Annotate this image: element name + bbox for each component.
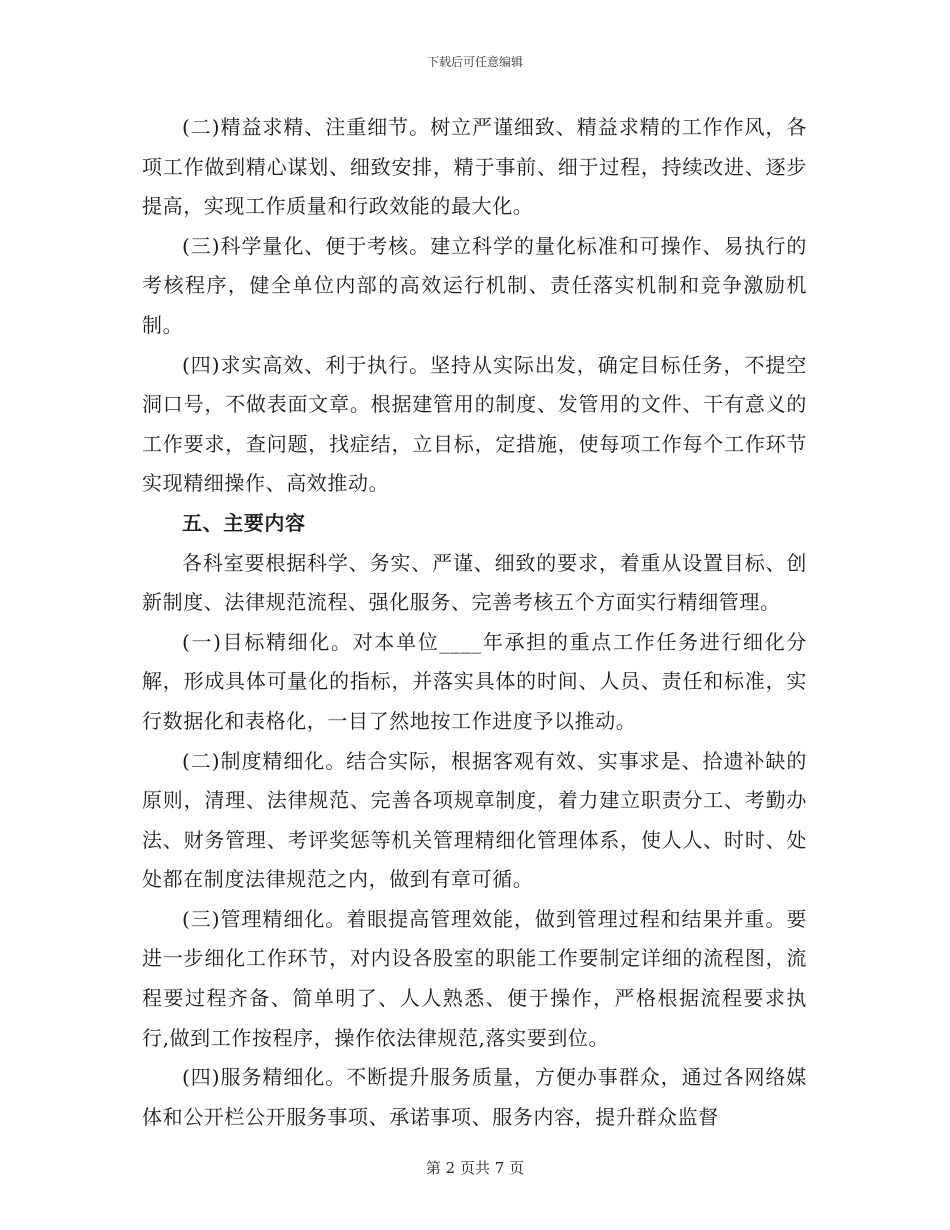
page-number: 第 2 页共 7 页	[425, 1159, 525, 1177]
section-heading-main-content: 五、主要内容	[182, 510, 306, 535]
paragraph-intro: 各科室要根据科学、务实、严谨、细致的要求，着重从设置目标、创新制度、法律规范流程、强化服务、完善考核五个方面实行精细管理。	[142, 550, 807, 615]
paragraph-item-3: (三)管理精细化。着眼提高管理效能，做到管理过程和结果并重。要进一步细化工作环节，对内设各股室的职能工作要制定详细的流程图，流程要过程齐备、简单明了、人人熟悉、便于操作，严格根据流程要求执行,做到工作按程序，操作依法律规范,落实要到位。	[142, 906, 807, 1050]
paragraph-principle-4: (四)求实高效、利于执行。坚持从实际出发，确定目标任务，不提空洞口号，不做表面文章。根据建管用的制度、发管用的文件、干有意义的工作要求，查问题，找症结，立目标，定措施，使每项工作每个工作环节实现精细操作、高效推动。	[142, 352, 807, 496]
paragraph-item-2: (二)制度精细化。结合实际，根据客观有效、实事求是、拾遗补缺的原则，清理、法律规范、完善各项规章制度，着力建立职责分工、考勤办法、财务管理、考评奖惩等机关管理精细化管理体系，使人人、时时、处处都在制度法律规范之内，做到有章可循。	[142, 748, 807, 892]
paragraph-item-1: (一)目标精细化。对本单位____年承担的重点工作任务进行细化分解，形成具体可量化的指标，并落实具体的时间、人员、责任和标准，实行数据化和表格化，一目了然地按工作进度予以推动。	[142, 629, 807, 733]
paragraph-principle-3: (三)科学量化、便于考核。建立科学的量化标准和可操作、易执行的考核程序，健全单位内部的高效运行机制、责任落实机制和竞争激励机制。	[142, 233, 807, 337]
paragraph-principle-2: (二)精益求精、注重细节。树立严谨细致、精益求精的工作作风，各项工作做到精心谋划、细致安排，精于事前、细于过程，持续改进、逐步提高，实现工作质量和行政效能的最大化。	[142, 115, 807, 219]
page-header: 下载后可任意编辑	[426, 55, 523, 69]
document-body	[142, 108, 807, 1137]
paragraph-item-4: (四)服务精细化。不断提升服务质量，方便办事群众，通过各网络媒体和公开栏公开服务事项、承诺事项、服务内容，提升群众监督	[142, 1065, 807, 1129]
